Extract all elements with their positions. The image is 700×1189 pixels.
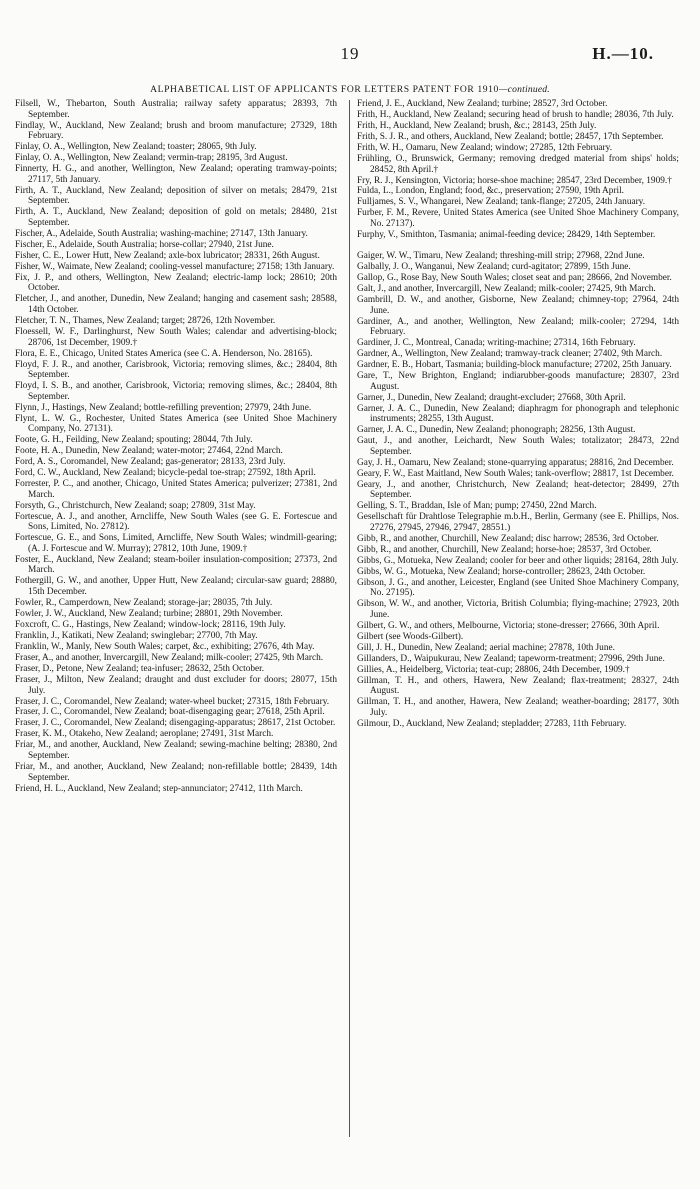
list-entry: Fry, R. J., Kensington, Victoria; horse-shoe machine; 28547, 23rd December, 1909.†	[357, 175, 672, 186]
title-text: ALPHABETICAL LIST OF APPLICANTS FOR LETTERS PATENT FOR 1910	[150, 84, 499, 95]
list-entry: Gibson, W. W., and another, Victoria, British Columbia; flying-machine; 27923, 20th June.	[357, 599, 679, 620]
list-entry: Floyd, F. J. R., and another, Carisbrook, Victoria; removing slimes, &c.; 28404, 8th September.	[15, 359, 337, 381]
list-entry: Fischer, A., Adelaide, South Australia; washing-machine; 27147, 13th January.	[15, 228, 308, 239]
list-entry: Fowler, R., Camperdown, New Zealand; storage-jar; 28035, 7th July.	[15, 598, 273, 609]
list-entry: Finlay, O. A., Wellington, New Zealand; toaster; 28065, 9th July.	[15, 142, 257, 153]
list-entry: Fletcher, T. N., Thames, New Zealand; target; 28726, 12th November.	[15, 315, 276, 326]
list-entry: Flora, E. E., Chicago, United States America (see C. A. Henderson, No. 28165).	[15, 348, 313, 359]
list-entry: Floessell, W. F., Darlinghurst, New South Wales; calendar and advertising-block; 28706, 1st December, 1909.†	[15, 326, 337, 348]
list-entry: Friar, M., and another, Auckland, New Zealand; non-refillable bottle; 28439, 14th September.	[15, 762, 337, 783]
section-gap	[357, 241, 679, 251]
list-entry: Gillman, T. H., and others, Hawera, New Zealand; flax-treatment; 28327, 24th August.	[357, 675, 679, 697]
column-divider	[349, 100, 350, 1137]
list-entry: Fix, J. P., and others, Wellington, New Zealand; electric-lamp lock; 28610; 20th October.	[15, 272, 337, 294]
title-continued: —continued.	[498, 84, 550, 95]
list-entry: Gay, J. H., Oamaru, New Zealand; stone-quarrying apparatus; 28816, 2nd December.	[357, 457, 674, 468]
list-entry: Gelling, S. T., Braddan, Isle of Man; pump; 27450, 22nd March.	[357, 501, 597, 512]
list-entry: Fowler, J. W., Auckland, New Zealand; turbine; 28801, 29th November.	[15, 609, 283, 620]
list-entry: Gare, T., New Brighton, England; indiarubber-goods manufacture; 28307, 23rd August.	[357, 371, 679, 392]
list-entry: Fletcher, J., and another, Dunedin, New Zealand; hanging and casement sash; 28588, 14th October.	[15, 294, 337, 315]
list-entry: Gardner, E. B., Hobart, Tasmania; building-block manufacture; 27202, 25th January.	[357, 360, 672, 371]
list-entry: Fulda, L., London, England; food, &c., preservation; 27590, 19th April.	[357, 186, 624, 197]
list-entry: Gilbert, G. W., and others, Melbourne, Victoria; stone-dresser; 27666, 30th April.	[357, 620, 660, 631]
list-entry: Fraser, K. M., Otakeho, New Zealand; aeroplane; 27491, 31st March.	[15, 729, 274, 740]
list-entry: Frith, S. J. R., and others, Auckland, New Zealand; bottle; 28457, 17th September.	[357, 131, 664, 142]
list-entry: Fischer, E., Adelaide, South Australia; horse-collar; 27940, 21st June.	[15, 239, 274, 250]
list-entry: Ford, A. S., Coromandel, New Zealand; gas-generator; 28133, 23rd July.	[15, 457, 286, 468]
list-entry: Fraser, A., and another, Invercargill, New Zealand; milk-cooler; 27425, 9th March.	[15, 652, 324, 663]
list-entry: Foote, H. A., Dunedin, New Zealand; water-motor; 27464, 22nd March.	[15, 446, 283, 457]
list-entry: Ford, C. W., Auckland, New Zealand; bicycle-pedal toe-strap; 27592, 18th April.	[15, 468, 316, 479]
list-entry: Flynt, L. W. G., Rochester, United States America (see United Shoe Machinery Company, No. 27131).	[15, 413, 337, 435]
list-entry: Foote, G. H., Feilding, New Zealand; spouting; 28044, 7th July.	[15, 435, 253, 446]
list-entry: Forsyth, G., Christchurch, New Zealand; soap; 27809, 31st May.	[15, 500, 256, 511]
list-entry: Fulljames, S. V., Whangarei, New Zealand; tank-flange; 27205, 24th January.	[357, 197, 646, 208]
list-entry: Gillman, T. H., and another, Hawera, New Zealand; weather-boarding; 28177, 30th July.	[357, 697, 679, 719]
right-column	[357, 99, 679, 730]
list-entry: Fisher, C. E., Lower Hutt, New Zealand; axle-box lubricator; 28331, 26th August.	[15, 250, 320, 261]
list-entry: Frith, H., Auckland, New Zealand; brush, &c.; 28143, 25th July.	[357, 120, 597, 131]
list-entry: Findlay, W., Auckland, New Zealand; brush and broom manufacture; 27329, 18th February.	[15, 120, 337, 142]
list-entry: Garner, J. A. C., Dunedin, New Zealand; phonograph; 28256, 13th August.	[357, 425, 636, 436]
list-entry: Franklin, J., Katikati, New Zealand; swinglebar; 27700, 7th May.	[15, 630, 258, 641]
list-entry: Gaut, J., and another, Leichardt, New South Wales; totalizator; 28473, 22nd September.	[357, 436, 679, 457]
right-column-f-section	[357, 99, 679, 241]
list-entry: Gibbs, G., Motueka, New Zealand; cooler for beer and other liquids; 28164, 28th July.	[357, 555, 679, 566]
list-entry: Friend, H. L., Auckland, New Zealand; step-annunciator; 27412, 11th March.	[15, 783, 303, 794]
list-entry: Gibb, R., and another, Churchill, New Zealand; horse-hoe; 28537, 3rd October.	[357, 544, 652, 555]
list-entry: Frühling, O., Brunswick, Germany; removing dredged material from ships' holds; 28452, 8th April.†	[357, 153, 679, 175]
list-entry: Foster, E., Auckland, New Zealand; steam-boiler insulation-composition; 27373, 2nd March.	[15, 554, 337, 576]
list-entry: Gallop, G., Rose Bay, New South Wales; closet seat and pan; 28666, 2nd November.	[357, 272, 672, 283]
list-entry: Frith, H., Auckland, New Zealand; securing head of brush to handle; 28036, 7th July.	[357, 109, 674, 120]
list-entry: Gardner, A., Wellington, New Zealand; tramway-track cleaner; 27402, 9th March.	[357, 349, 663, 360]
list-entry: Fraser, J. C., Coromandel, New Zealand; water-wheel bucket; 27315, 18th February.	[15, 696, 330, 707]
list-entry: Gillanders, D., Waipukurau, New Zealand; tapeworm-treatment; 27996, 29th June.	[357, 653, 665, 664]
list-entry: Fraser, D., Petone, New Zealand; tea-infuser; 28632, 25th October.	[15, 663, 265, 674]
list-entry: Foxcroft, C. G., Hastings, New Zealand; window-lock; 28116, 19th July.	[15, 620, 286, 630]
list-entry: Garner, J., Dunedin, New Zealand; draught-excluder; 27668, 30th April.	[357, 392, 626, 403]
list-entry: Fraser, J., Milton, New Zealand; draught and dust excluder for doors; 28077, 15th July.	[15, 674, 337, 696]
list-entry: Fisher, W., Waimate, New Zealand; cooling-vessel manufacture; 27158; 13th January.	[15, 261, 335, 272]
list-entry: Fraser, J. C., Coromandel, New Zealand; disengaging-apparatus; 28617, 21st October.	[15, 718, 336, 729]
list-entry: Gill, J. H., Dunedin, New Zealand; aerial machine; 27878, 10th June.	[357, 642, 615, 653]
list-entry: Gibb, R., and another, Churchill, New Zealand; disc harrow; 28536, 3rd October.	[357, 533, 659, 544]
list-entry: Furber, F. M., Revere, United States America (see United Shoe Machinery Company, No. 27137).	[357, 208, 679, 230]
list-entry: Gilmour, D., Auckland, New Zealand; stepladder; 27283, 11th February.	[357, 719, 627, 730]
list-entry: Gibson, J. G., and another, Leicester, England (see United Shoe Machinery Company, No. 27195).	[357, 577, 679, 599]
document-reference: H.—10.	[592, 44, 654, 63]
list-entry: Filsell, W., Thebarton, South Australia; railway safety apparatus; 28393, 7th September.	[15, 99, 337, 120]
list-entry: Firth, A. T., Auckland, New Zealand; deposition of silver on metals; 28479, 21st September.	[15, 185, 337, 207]
list-entry: Galt, J., and another, Invercargill, New Zealand; milk-cooler; 27425, 9th March.	[357, 283, 656, 294]
list-entry: Franklin, W., Manly, New South Wales; carpet, &c., exhibiting; 27676, 4th May.	[15, 641, 315, 652]
list-entry: Gambrill, D. W., and another, Gisborne, New Zealand; chimney-top; 27964, 24th June.	[357, 294, 679, 316]
list-entry: Firth, A. T., Auckland, New Zealand; deposition of gold on metals; 28480, 21st September.	[15, 207, 337, 228]
list-entry: Gaiger, W. W., Timaru, New Zealand; threshing-mill strip; 27968, 22nd June.	[357, 251, 645, 262]
list-entry: Flynn, J., Hastings, New Zealand; bottle-refilling prevention; 27979, 24th June.	[15, 402, 312, 413]
list-entry: Finnerty, H. G., and another, Wellington, New Zealand; operating tramway-points; 27117, 5th January.	[15, 164, 337, 185]
list-entry: Garner, J. A. C., Dunedin, New Zealand; diaphragm for phonograph and telephonic instruments; 28255, 13th August.	[357, 403, 679, 425]
list-entry: Gibbs, W. G., Motueka, New Zealand; horse-controller; 28623, 24th October.	[357, 566, 646, 577]
list-entry: Geary, F. W., East Maitland, New South Wales; tank-overflow; 28817, 1st December.	[357, 468, 674, 479]
right-column-g-section	[357, 251, 679, 730]
list-entry: Fraser, J. C., Coromandel, New Zealand; boat-disengaging gear; 27618, 25th April.	[15, 707, 325, 718]
list-entry: Frith, W. H., Oamaru, New Zealand; window; 27285, 12th February.	[357, 142, 613, 153]
list-entry: Friar, M., and another, Auckland, New Zealand; sewing-machine belting; 28380, 2nd September.	[15, 740, 337, 762]
list-entry: Friend, J. E., Auckland, New Zealand; turbine; 28527, 3rd October.	[357, 99, 608, 109]
page-title	[0, 84, 700, 95]
list-entry: Gilbert (see Woods-Gilbert).	[357, 631, 464, 642]
list-entry: Furphy, V., Smithton, Tasmania; animal-feeding device; 28429, 14th September.	[357, 230, 656, 241]
list-entry: Finlay, O. A., Wellington, New Zealand; vermin-trap; 28195, 3rd August.	[15, 153, 288, 164]
list-entry: Geary, J., and another, Christchurch, New Zealand; heat-detector; 28499, 27th September.	[357, 479, 679, 501]
list-entry: Gardiner, J. C., Montreal, Canada; writing-machine; 27314, 16th February.	[357, 338, 636, 349]
list-entry: Floyd, I. S. B., and another, Carisbrook, Victoria; removing slimes, &c.; 28404, 8th September.	[15, 381, 337, 402]
list-entry: Gardiner, A., and another, Wellington, New Zealand; milk-cooler; 27294, 14th February.	[357, 316, 679, 338]
list-entry: Galbally, J. O., Wanganui, New Zealand; curd-agitator; 27899, 15th June.	[357, 262, 631, 272]
list-entry: Forrester, P. C., and another, Chicago, United States America; pulverizer; 27381, 2nd March.	[15, 479, 337, 500]
list-entry: Fortescue, G. E., and Sons, Limited, Arncliffe, New South Wales; windmill-gearing; (A. J. Fortescue and W. Murray); 27812, 10th June, 1909.†	[15, 533, 337, 554]
list-entry: Fothergill, G. W., and another, Upper Hutt, New Zealand; circular-saw guard; 28880, 15th December.	[15, 576, 337, 598]
list-entry: Gesellschaft für Drahtlose Telegraphie m.b.H., Berlin, Germany (see E. Phillips, Nos. 27276, 27945, 27946, 27947, 28551.)	[357, 512, 679, 533]
list-entry: Gillies, A., Heidelberg, Victoria; teat-cup; 28806, 24th December, 1909.†	[357, 664, 630, 675]
list-entry: Fortescue, A. J., and another, Arncliffe, New South Wales (see G. E. Fortescue and Sons, Limited, No. 27812).	[15, 511, 337, 533]
left-column	[15, 99, 337, 795]
page-number: 19	[340, 44, 360, 63]
